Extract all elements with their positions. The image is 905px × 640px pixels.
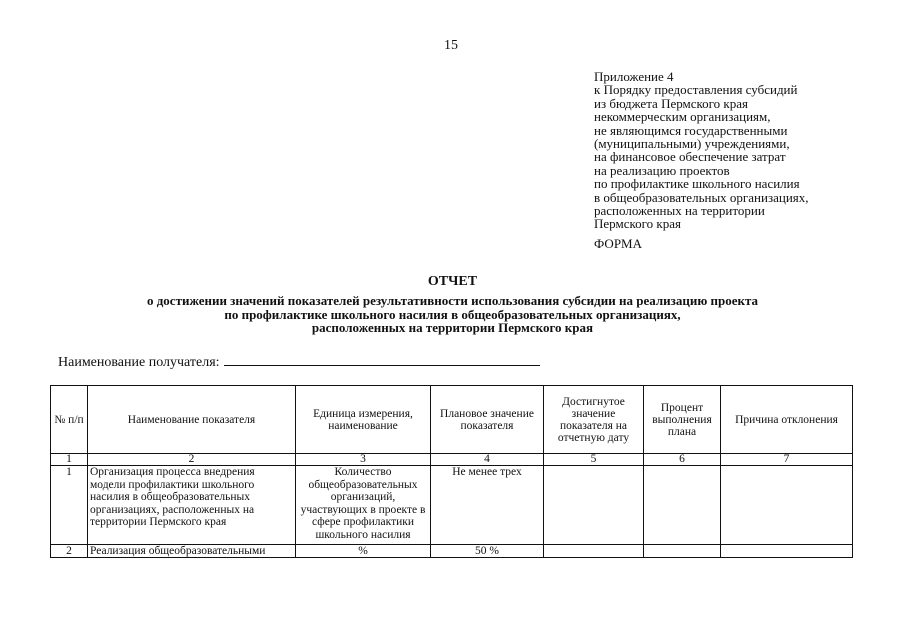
deviation-reason[interactable] — [721, 466, 853, 545]
appendix-line: в общеобразовательных организациях, — [594, 189, 809, 205]
column-number: 4 — [431, 454, 544, 466]
appendix-line: Пермского края — [594, 216, 681, 232]
appendix-block — [594, 70, 809, 231]
form-label: ФОРМА — [594, 236, 642, 251]
column-number: 6 — [644, 454, 721, 466]
achieved-value[interactable] — [544, 545, 644, 558]
appendix-line: Приложение 4 — [594, 69, 674, 84]
appendix-line: (муниципальными) учреждениями, — [594, 136, 790, 152]
unit-cell: Количество общеобразовательных организаций, участвующих в проекте в сфере профилактики школьного насилия — [296, 466, 431, 545]
appendix-line: из бюджета Пермского края — [594, 95, 749, 111]
header-reason: Причина отклонения — [721, 386, 853, 454]
appendix-line: на реализацию проектов — [594, 162, 730, 178]
unit-cell: % — [296, 545, 431, 558]
report-subtitle — [0, 294, 905, 335]
appendix-line: по профилактике школьного насилия — [594, 176, 800, 192]
table-row — [51, 466, 853, 545]
header-percent: Процент выполнения плана — [644, 386, 721, 454]
table-header-row — [51, 386, 853, 454]
column-number: 1 — [51, 454, 88, 466]
header-unit: Единица измерения, наименование — [296, 386, 431, 454]
report-title: ОТЧЕТ — [427, 274, 478, 289]
page-number: 15 — [444, 38, 458, 53]
planned-value: Не менее трех — [431, 466, 544, 545]
deviation-reason[interactable] — [721, 545, 853, 558]
recipient-field — [58, 352, 540, 371]
header-number: № п/п — [51, 386, 88, 454]
appendix-line: на финансовое обеспечение затрат — [594, 149, 786, 165]
header-indicator-name: Наименование показателя — [88, 386, 296, 454]
recipient-label: Наименование получателя: — [58, 355, 220, 370]
appendix-line: не являющимся государственными — [594, 122, 788, 138]
subtitle-line: по профилактике школьного насилия в общеобразовательных организациях, — [224, 306, 681, 322]
appendix-line: некоммерческим организациям, — [594, 109, 771, 125]
header-achieved-value: Достигнутое значение показателя на отчетную дату — [544, 386, 644, 454]
column-number: 7 — [721, 454, 853, 466]
table-row — [51, 545, 853, 558]
achieved-value[interactable] — [544, 466, 644, 545]
recipient-blank-line[interactable] — [224, 352, 540, 366]
percent-complete[interactable] — [644, 545, 721, 558]
indicator-name: Реализация общеобразовательными — [88, 545, 296, 558]
indicator-name: Организация процесса внедрения модели профилактики школьного насилия в общеобразовательных организациях, расположенных на территории Пермского края — [88, 466, 296, 545]
row-number: 1 — [51, 466, 88, 545]
column-number: 2 — [88, 454, 296, 466]
header-planned-value: Плановое значение показателя — [431, 386, 544, 454]
column-number: 5 — [544, 454, 644, 466]
appendix-line: расположенных на территории — [594, 203, 765, 219]
planned-value: 50 % — [431, 545, 544, 558]
subtitle-line: расположенных на территории Пермского края — [311, 320, 594, 336]
percent-complete[interactable] — [644, 466, 721, 545]
report-table — [50, 385, 853, 558]
column-number: 3 — [296, 454, 431, 466]
appendix-line: к Порядку предоставления субсидий — [594, 82, 798, 98]
column-number-row — [51, 454, 853, 466]
subtitle-line: о достижении значений показателей результативности использования субсидии на реализацию проекта — [146, 293, 759, 308]
row-number: 2 — [51, 545, 88, 558]
